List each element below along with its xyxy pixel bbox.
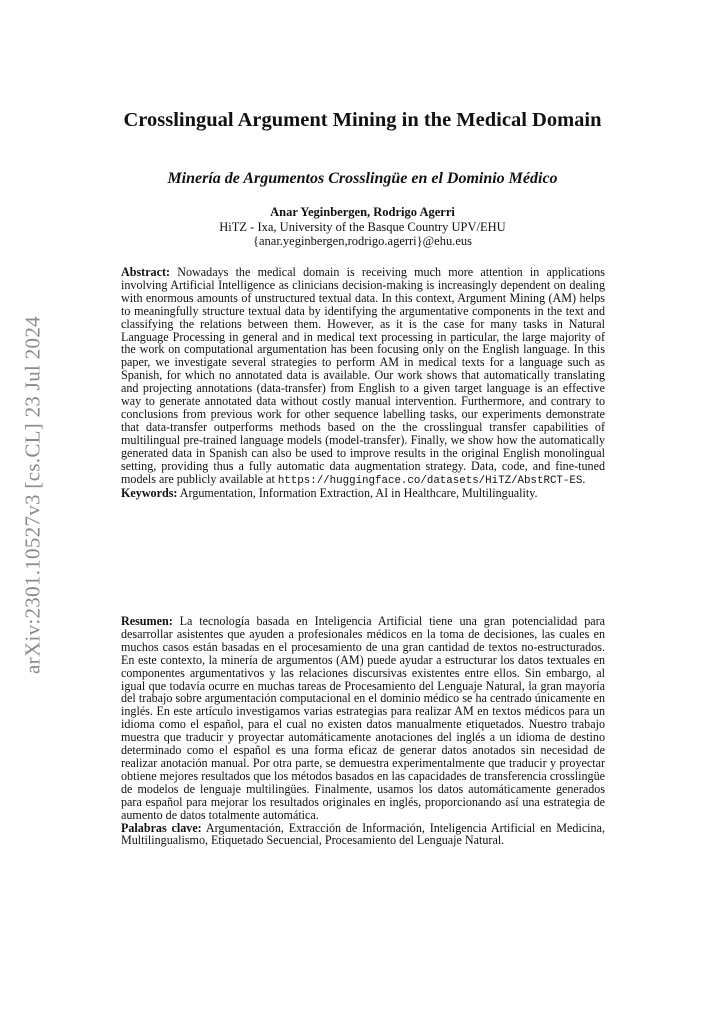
keywords-label: Keywords:: [121, 486, 178, 501]
palabras-clave-text: Argumentación, Extracción de Información, Inteligencia Artificial en Medicina, Multilingualismo, Etiquetado Secuencial, Procesamiento del Lenguaje Natural.: [121, 820, 605, 848]
arxiv-stamp-text: arXiv:2301.10527v3 [cs.CL] 23 Jul 2024: [20, 316, 45, 674]
author-block: [120, 205, 605, 249]
resumen-paragraph: [121, 615, 605, 822]
abstract-text: Nowadays the medical domain is receiving much more attention in applications involving Artificial Intelligence as clinicians decision-making is increasingly dependent on dealing with enormous amounts of unstructured textual data. In this context, Argument Mining (AM) helps to meaningfully structure textual data by identifying the argumentative components in the text and classifying the relations between them. However, as it is the case for many tasks in Natural Language Processing in general and in medical text processing in particular, the large majority of the work on computational argumentation has been focusing only on the English language. In this paper, we investigate several strategies to perform AM in medical texts for a language such as Spanish, for which no annotated data is available. Our work shows that automatically translating and projecting annotations (data-transfer) from English to a given target language is an effective way to generate annotated data without costly manual intervention. Furthermore, and contrary to conclusions from previous work for other sequence labelling tasks, our experiments demonstrate that data-transfer outperforms methods based on the the crosslingual transfer capabilities of multilingual pre-trained language models (model-transfer). Finally, we show how the automatically generated data in Spanish can also be used to improve results in the original English monolingual setting, providing thus a fully automatic data augmentation strategy. Data, code, and fine-tuned models are publicly available at: [121, 265, 605, 486]
author-emails: {anar.yeginbergen,rodrigo.agerri}@ehu.eus: [252, 234, 473, 248]
palabras-clave-label: Palabras clave:: [121, 820, 202, 835]
abstract-label: Abstract:: [121, 265, 171, 279]
resumen-label: Resumen:: [121, 614, 173, 628]
palabras-clave-paragraph: [121, 822, 605, 848]
arxiv-identifier-stamp: [20, 316, 45, 674]
paper-title: Crosslingual Argument Mining in the Medical Domain: [123, 109, 602, 131]
abstract-spanish: [121, 615, 605, 847]
author-names: Anar Yeginbergen, Rodrigo Agerri: [270, 205, 455, 219]
resumen-text: La tecnología basada en Inteligencia Artificial tiene una gran potencialidad para desarrollar asistentes que ayuden a profesionales médicos en la toma de decisiones, las cuales en muchos casos están basadas en el procesamiento de una gran cantidad de textos no-estructurados. En este contexto, la minería de argumentos (AM) puede ayudar a estructurar los datos textuales en componentes argumentativos y las relaciones discursivas existentes entre ellos. Sin embargo, al igual que todavía ocurre en muchas tareas de Procesamiento del Lenguaje Natural, la gran mayoría del trabajo sobre argumentación computacional en el dominio médico se ha centrado únicamente en inglés. En este artículo investigamos varias estrategias para realizar AM en textos médicos para un idioma como el español, para el cual no existen datos manualmente etiquetados. Nuestro trabajo muestra que traducir y proyectar automáticamente anotaciones del inglés a un idioma de destino determinado como el español es una forma eficaz de generar datos anotados sin necesidad de realizar anotación manual. Por otra parte, se demuestra experimentalmente que traducir y proyectar obtiene mejores resultados que los métodos basados en las capacidades de transferencia crosslingüe de modelos de lenguaje multilingües. Finalmente, usamos los datos automáticamente generados para español para mejorar los resultados originales en inglés, proporcionando así una estrategia de aumento de datos totalmente automática.: [121, 614, 605, 822]
paper-subtitle: Minería de Argumentos Crosslingüe en el Dominio Médico: [167, 170, 558, 187]
abstract-paragraph: Abstract: Nowadays the medical domain is receiving much more attention in applications involving Artificial Intelligence as clinicians decision-making is increasingly dependent on dealing with enormous amounts of unstructured textual data. In this context, Argument Mining (AM) helps to meaningfully structure textual data by identifying the argumentative components in the text and classifying the relations between them. However, as it is the case for many tasks in Natural Language Processing in general and in medical text processing in particular, the large majority of the work on computational argumentation has been focusing only on the English language. In this paper, we investigate several strategies to perform AM in medical texts for a language such as Spanish, for which no annotated data is available. Our work shows that automatically translating and projecting annotations (data-transfer) from English to a given target language is an effective way to generate annotated data without costly manual intervention. Furthermore, and contrary to conclusions from previous work for other sequence labelling tasks, our experiments demonstrate that data-transfer outperforms methods based on the the crosslingual transfer capabilities of multilingual pre-trained language models (model-transfer). Finally, we show how the automatically generated data in Spanish can also be used to improve results in the original English monolingual setting, providing thus a fully automatic data augmentation strategy. Data, code, and fine-tuned models are publicly available at https://huggingface.co/datasets/HiTZ/AbstRCT-ES.: [121, 265, 605, 487]
keywords-text: Argumentation, Information Extraction, AI in Healthcare, Multilinguality.: [179, 486, 538, 501]
author-affiliation: HiTZ - Ixa, University of the Basque Country UPV/EHU: [219, 219, 506, 234]
keywords-paragraph: [121, 487, 605, 500]
abstract-english: [121, 266, 605, 500]
dataset-link[interactable]: https://huggingface.co/datasets/HiTZ/AbstRCT-ES: [277, 474, 583, 487]
